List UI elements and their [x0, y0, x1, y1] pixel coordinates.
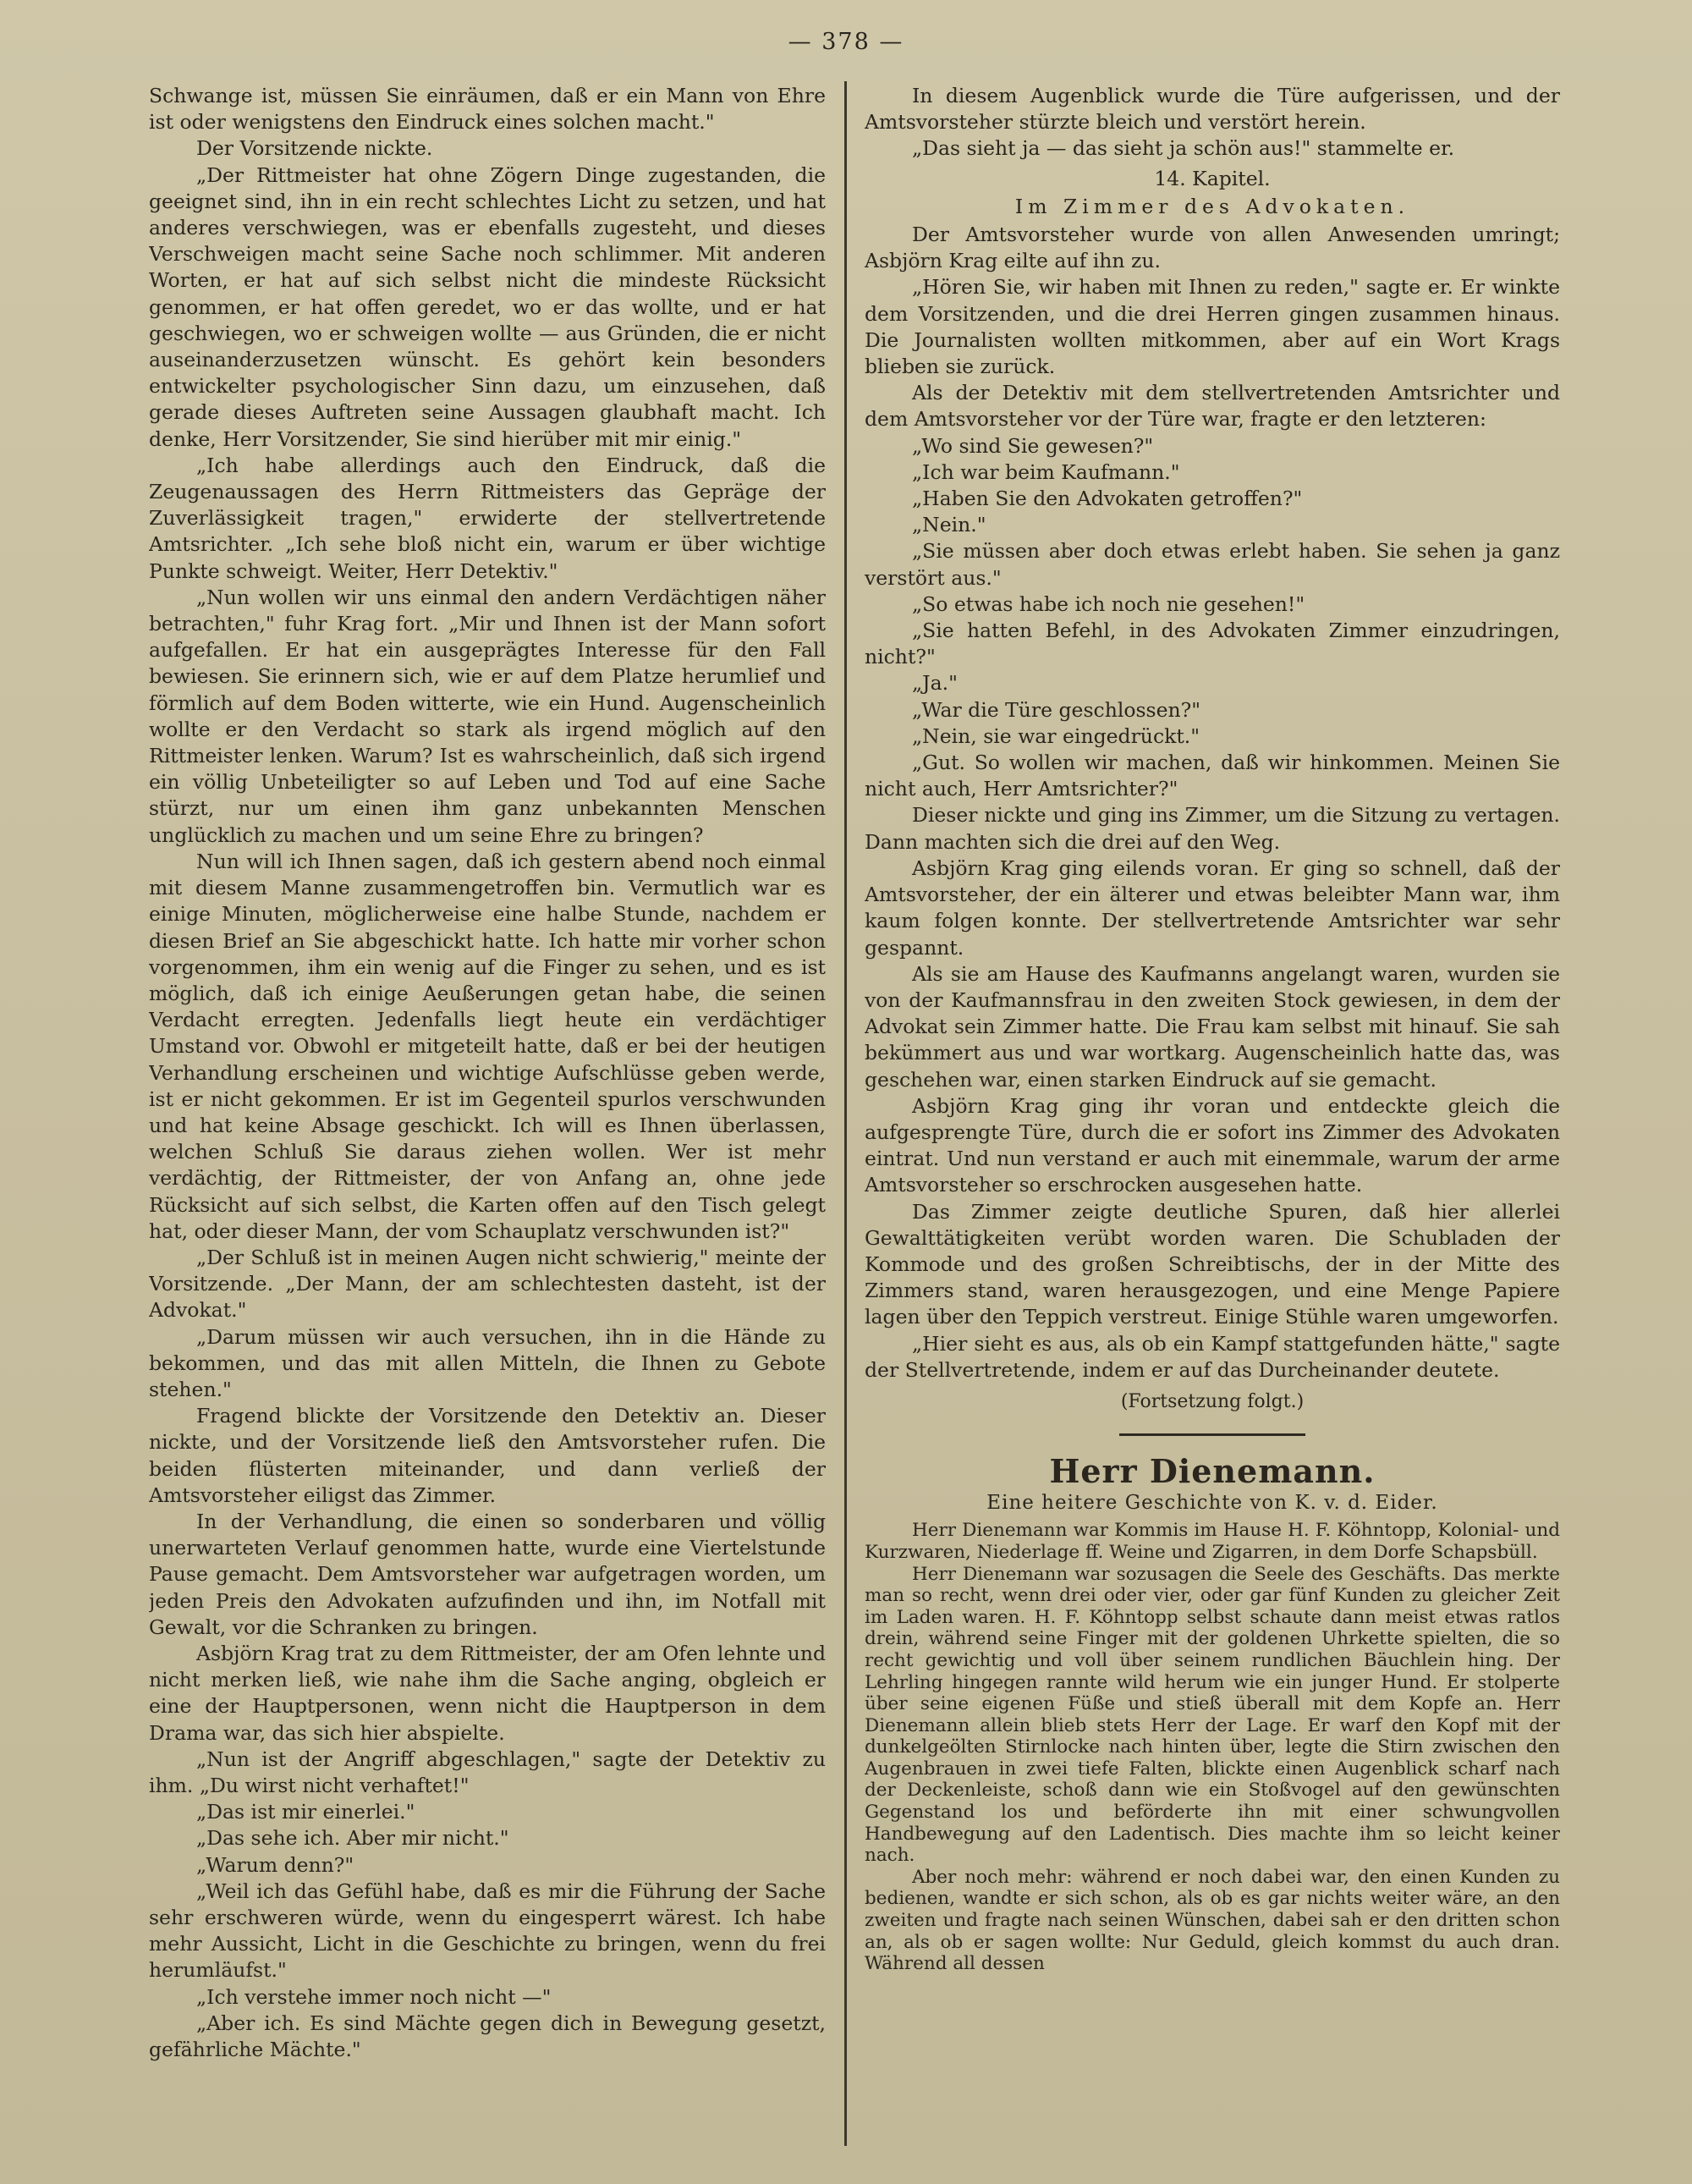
column-divider: [844, 81, 847, 2146]
paragraph: „Ich war beim Kaufmann.": [912, 459, 1180, 484]
paragraph: Der Amtsvorsteher wurde von allen Anwesenden umringt; Asbjörn Krag eilte auf ihn zu.: [865, 223, 1560, 273]
paragraph: Fragend blickte der Vorsitzende den Detektiv an. Dieser nickte, und der Vorsitzende ließ den Amtsvorsteher rufen. Die beiden flüsterten miteinander, und dann verließ der Amtsvorsteher eiligst das Zimmer.: [149, 1404, 826, 1507]
paragraph: „Nein.": [912, 513, 986, 537]
paragraph: In der Verhandlung, die einen so sonderbaren und völlig unerwarteten Verlauf genommen hatte, wurde eine Viertelstunde Pause gemacht. Dem Amtsvorsteher war aufgetragen worden, um jeden Preis den Advokaten aufzufinden und ihn, im Notfall mit Gewalt, vor die Schranken zu bringen.: [149, 1509, 826, 1639]
paragraph: Asbjörn Krag ging ihr voran und entdeckte gleich die aufgesprengte Türe, durch die er sofort ins Zimmer des Advokaten eintrat. Und nun verstand er auch mit einemmale, warum der arme Amtsvorsteher so erschrocken ausgesehen hatte.: [865, 1093, 1560, 1197]
story-byline: Eine heitere Geschichte von K. v. d. Eider.: [986, 1492, 1438, 1515]
paragraph: „Ja.": [912, 671, 958, 696]
continuation-note: (Fortsetzung folgt.): [1120, 1390, 1305, 1412]
paragraph: „Ich habe allerdings auch den Eindruck, daß die Zeugenaussagen des Herrn Rittmeisters das Gepräge der Zuverlässigkeit tragen," erwiderte der stellvertretende Amtsrichter. „Ich sehe bloß nicht ein, warum er über wichtige Punkte schweigt. Weiter, Herr Detektiv.": [149, 453, 826, 583]
right-column: [865, 83, 1560, 2148]
page-number: — 378 —: [788, 29, 904, 55]
paragraph: Herr Dienemann war Kommis im Hause H. F. Köhntopp, Kolonial- und Kurzwaren, Niederlage ff. Weine und Zigarren, in dem Dorfe Schapsbüll.: [865, 1520, 1560, 1563]
paragraph: „Nun wollen wir uns einmal den andern Verdächtigen näher betrachten," fuhr Krag fort. „Mir und Ihnen ist der Mann sofort aufgefallen. Er hat ein ausgeprägtes Interesse für den Fall bewiesen. Sie erinnern sich, wie er auf dem Platze herumlief und förmlich auf dem Boden witterte, wie ein Hund. Augenscheinlich wollte er den Verdacht so stark als irgend möglich auf den Rittmeister lenken. Warum? Ist es wahrscheinlich, daß sich irgend ein völlig Unbeteiligter so auf Leben und Tod auf eine Sache stürzt, nur um einen ihm ganz unbekannten Menschen unglücklich zu machen und um seine Ehre zu bringen?: [149, 585, 826, 847]
paragraph: Asbjörn Krag trat zu dem Rittmeister, der am Ofen lehnte und nicht merken ließ, wie nahe ihm die Sache anging, obgleich er eine der Hauptpersonen, wenn nicht die Hauptperson in dem Drama war, das sich hier abspielte.: [149, 1641, 826, 1745]
paragraph: „Warum denn?": [196, 1852, 354, 1877]
paragraph: „So etwas habe ich noch nie gesehen!": [912, 591, 1305, 616]
section-separator: [1119, 1433, 1305, 1436]
story-body: [865, 1520, 1560, 1974]
paragraph: „Nein, sie war eingedrückt.": [912, 723, 1200, 748]
paragraph: Als sie am Hause des Kaufmanns angelangt waren, wurden sie von der Kaufmannsfrau in den zweiten Stock gewiesen, in dem der Advokat sein Zimmer hatte. Die Frau kam selbst mit hinauf. Sie sah bekümmert aus und war wortkarg. Augenscheinlich hatte das, was geschehen war, einen starken Eindruck auf sie gemacht.: [865, 961, 1560, 1092]
paragraph: „Hören Sie, wir haben mit Ihnen zu reden," sagte er. Er winkte dem Vorsitzenden, und die drei Herren gingen zusammen hinaus. Die Journalisten wollten mitkommen, aber auf ein Wort Krags blieben sie zurück.: [865, 275, 1560, 379]
paragraph: „Der Schluß ist in meinen Augen nicht schwierig," meinte der Vorsitzende. „Der Mann, der am schlechtesten dasteht, ist der Advokat.": [149, 1245, 826, 1323]
paragraph: „Gut. So wollen wir machen, daß wir hinkommen. Meinen Sie nicht auch, Herr Amtsrichter?": [865, 751, 1560, 801]
paragraph: Dieser nickte und ging ins Zimmer, um die Sitzung zu vertagen. Dann machten sich die drei auf den Weg.: [865, 803, 1560, 854]
chapter-title: Im Zimmer des Advokaten.: [1014, 194, 1410, 218]
paragraph: Asbjörn Krag ging eilends voran. Er ging so schnell, daß der Amtsvorsteher, der ein älterer und etwas beleibter Mann war, ihm kaum folgen konnte. Der stellvertretende Amtsrichter war sehr gespannt.: [865, 855, 1560, 960]
paragraph: „Das sehe ich. Aber mir nicht.": [196, 1826, 509, 1851]
paragraph: „Der Rittmeister hat ohne Zögern Dinge zugestanden, die geeignet sind, ihn in ein recht schlechtes Licht zu setzen, und hat anderes verschwiegen, was er ebenfalls zugesteht, und dieses Verschweigen macht seine Sache noch schlimmer. Mit anderen Worten, er hat auf sich selbst nicht die mindeste Rücksicht genommen, er hat offen geredet, wo er das wollte, und er hat geschwiegen, wo er schweigen wollte — aus Gründen, die er nicht auseinanderzusetzen wünscht. Es gehört kein besonders entwickelter psychologischer Sinn dazu, um einzusehen, daß gerade dieses Auftreten seine Aussagen glaubhaft macht. Ich denke, Herr Vorsitzender, Sie sind hierüber mit mir einig.": [149, 162, 826, 451]
left-column: [149, 83, 826, 2148]
paragraph: „Aber ich. Es sind Mächte gegen dich in Bewegung gesetzt, gefährliche Mächte.": [149, 2011, 826, 2062]
paragraph: Schwange ist, müssen Sie einräumen, daß er ein Mann von Ehre ist oder wenigstens den Eindruck eines solchen macht.": [149, 84, 826, 135]
paragraph: Der Vorsitzende nickte.: [196, 136, 433, 161]
paragraph: „Ich verstehe immer noch nicht —": [196, 1984, 552, 2009]
paragraph: „Hier sieht es aus, als ob ein Kampf stattgefunden hätte," sagte der Stellvertretende, indem er auf das Durcheinander deutete.: [865, 1331, 1560, 1382]
paragraph: Nun will ich Ihnen sagen, daß ich gestern abend noch einmal mit diesem Manne zusammengetroffen bin. Vermutlich war es einige Minuten, möglicherweise eine halbe Stunde, nachdem er diesen Brief an Sie abgeschickt hatte. Ich hatte mir vorher schon vorgenommen, ihm ein wenig auf die Finger zu sehen, und es ist möglich, daß ich einige Aeußerungen getan habe, die seinen Verdacht erregten. Jedenfalls liegt heute ein verdächtiger Umstand vor. Obwohl er mitgeteilt hatte, daß er bei der heutigen Verhandlung erscheinen und wichtige Aufschlüsse geben werde, ist er nicht gekommen. Er ist im Gegenteil spurlos verschwunden und hat keine Absage geschickt. Ich will es Ihnen überlassen, welchen Schluß Sie daraus ziehen wollen. Wer ist mehr verdächtig, der Rittmeister, der von Anfang an, ohne jede Rücksicht auf sich selbst, die Karten offen auf den Tisch gelegt hat, oder dieser Mann, der vom Schauplatz verschwunden ist?": [149, 849, 826, 1243]
paragraph: „Nun ist der Angriff abgeschlagen," sagte der Detektiv zu ihm. „Du wirst nicht verhaftet!": [149, 1747, 826, 1797]
paragraph: Aber noch mehr: während er noch dabei war, den einen Kunden zu bedienen, wandte er sich schon, als ob es gar nichts weiter wäre, an den zweiten und fragte nach seinen Wünschen, dabei sah er den dritten schon an, als ob er sagen wollte: Nur Geduld, gleich kommst du auch dran. Während all dessen: [865, 1866, 1560, 1975]
paragraph: „Weil ich das Gefühl habe, daß es mir die Führung der Sache sehr erschweren würde, wenn du eingesperrt wärest. Ich habe mehr Aussicht, Licht in die Geschichte zu bringen, wenn du frei herumläufst.": [149, 1879, 826, 1983]
paragraph: Herr Dienemann war sozusagen die Seele des Geschäfts. Das merkte man so recht, wenn drei oder vier, oder gar fünf Kunden zu gleicher Zeit im Laden waren. H. F. Köhntopp selbst schaute dann meist etwas ratlos drein, während seine Finger mit der goldenen Uhrkette spielten, die so recht gewichtig und voll über seinem rundlichen Bäuchlein hing. Der Lehrling hingegen rannte wild herum wie ein junger Hund. Er stolperte über seine eigenen Füße und stieß überall mit dem Kopfe an. Herr Dienemann allein blieb stets Herr der Lage. Er warf den Kopf mit der dunkelgeölten Stirnlocke nach hinten über, legte die Stirn zwischen den Augenbrauen in zwei tiefe Falten, blickte einen Augenblick scharf nach der Deckenleiste, schoß dann wie ein Stoßvogel auf den gewünschten Gegenstand los und beförderte ihn mit einer schwungvollen Handbewegung auf den Ladentisch. Dies machte ihm so leicht keiner nach.: [865, 1563, 1560, 1867]
paragraph: „Wo sind Sie gewesen?": [912, 433, 1154, 458]
paragraph: „Sie hatten Befehl, in des Advokaten Zimmer einzudringen, nicht?": [865, 619, 1560, 669]
paragraph: „Haben Sie den Advokaten getroffen?": [912, 487, 1303, 511]
paragraph: Das Zimmer zeigte deutliche Spuren, daß hier allerlei Gewalttätigkeiten verübt worden waren. Die Schubladen der Kommode und des großen Schreibtischs, der in der Mitte des Zimmers stand, waren herausgezogen, und eine Menge Papiere lagen über den Teppich verstreut. Einige Stühle waren umgeworfen.: [865, 1199, 1560, 1329]
paragraph: „Das sieht ja — das sieht ja schön aus!" stammelte er.: [912, 136, 1455, 161]
chapter-number: 14. Kapitel.: [1154, 166, 1271, 190]
paragraph: In diesem Augenblick wurde die Türe aufgerissen, und der Amtsvorsteher stürzte bleich und verstört herein.: [865, 84, 1560, 135]
paragraph: „War die Türe geschlossen?": [912, 697, 1201, 722]
story-title: Herr Dienemann.: [1049, 1452, 1376, 1491]
paragraph: Als der Detektiv mit dem stellvertretenden Amtsrichter und dem Amtsvorsteher vor der Türe war, fragte er den letzteren:: [865, 381, 1560, 432]
paragraph: „Sie müssen aber doch etwas erlebt haben. Sie sehen ja ganz verstört aus.": [865, 539, 1560, 590]
paragraph: „Darum müssen wir auch versuchen, ihn in die Hände zu bekommen, und das mit allen Mitteln, die Ihnen zu Gebote stehen.": [149, 1324, 826, 1401]
paragraph: „Das ist mir einerlei.": [196, 1800, 415, 1824]
